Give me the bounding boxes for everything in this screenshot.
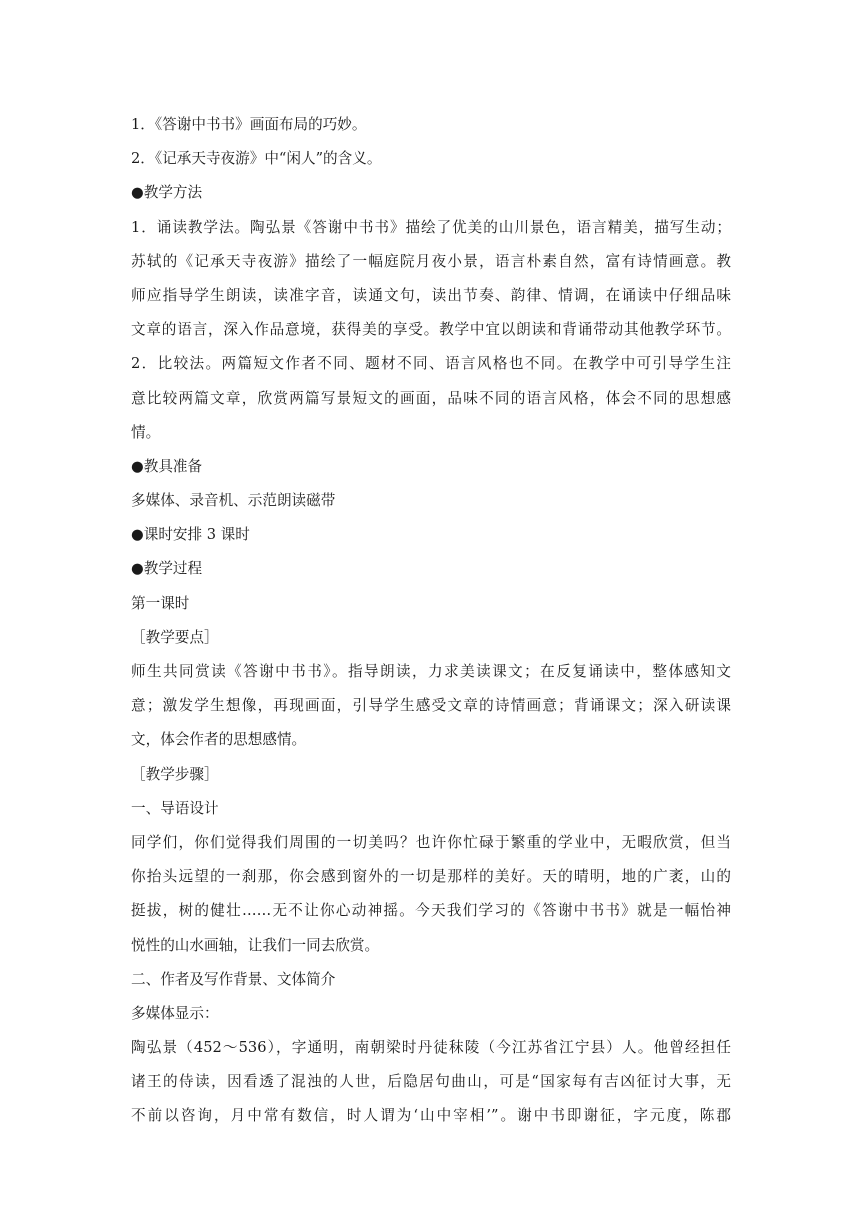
text-line: ［教学步骤］ <box>131 765 219 783</box>
text-line: ●教学方法 <box>131 184 203 202</box>
text-line: 苏轼的《记承天寺夜游》描绘了一幅庭院月夜小景，语言朴素自然，富有诗情画意。教 <box>131 252 731 270</box>
text-line: 1．诵读教学法。陶弘景《答谢中书书》描绘了优美的山川景色，语言精美，描写生动； <box>131 218 731 236</box>
text-line: 不前以咨询，月中常有数信，时人谓为‘山中宰相’”。谢中书即谢征，字元度，陈郡 <box>131 1107 731 1125</box>
text-line: 意比较两篇文章，欣赏两篇写景短文的画面，品味不同的语言风格，体会不同的思想感 <box>131 389 731 407</box>
text-line: ●教学过程 <box>131 560 203 578</box>
text-line: 文，体会作者的思想感情。 <box>131 731 307 749</box>
text-line: 同学们，你们觉得我们周围的一切美吗？也许你忙碌于繁重的学业中，无暇欣赏，但当 <box>131 833 731 851</box>
text-line: 师应指导学生朗读，读准字音，读通文句，读出节奏、韵律、情调，在诵读中仔细品味 <box>131 286 731 304</box>
text-line: ●课时安排 3 课时 <box>131 526 250 544</box>
text-line: 意；激发学生想像，再现画面，引导学生感受文章的诗情画意；背诵课文；深入研读课 <box>131 697 731 715</box>
text-line: 多媒体显示： <box>131 1004 219 1022</box>
text-line: 文章的语言，深入作品意境，获得美的享受。教学中宜以朗读和背诵带动其他教学环节。 <box>131 321 731 339</box>
text-line: 陶弘景（452～536），字通明，南朝梁时丹徒秣陵（今江苏省江宁县）人。他曾经担任 <box>131 1039 731 1057</box>
text-line: 2．《记承天寺夜游》中“闲人”的含义。 <box>131 150 382 168</box>
text-line: 二、作者及写作背景、文体简介 <box>131 970 336 988</box>
text-line: 1．《答谢中书书》画面布局的巧妙。 <box>131 116 367 133</box>
text-line: 一、导语设计 <box>131 799 219 817</box>
document-page <box>131 108 731 1134</box>
text-line: 你抬头远望的一刹那，你会感到窗外的一切是那样的美好。天的晴明，地的广袤，山的 <box>131 868 731 886</box>
text-line: 诸王的侍读，因看透了混浊的人世，后隐居句曲山，可是“国家每有吉凶征讨大事，无 <box>131 1073 731 1091</box>
text-line: 师生共同赏读《答谢中书书》。指导朗读，力求美读课文；在反复诵读中，整体感知文 <box>131 663 731 680</box>
text-line: 挺拔，树的健壮……无不让你心动神摇。今天我们学习的《答谢中书书》就是一幅怡神 <box>131 902 731 920</box>
text-line: 2．比较法。两篇短文作者不同、题材不同、语言风格也不同。在教学中可引导学生注 <box>131 355 731 373</box>
text-line: ●教具准备 <box>131 457 203 475</box>
text-line: ［教学要点］ <box>131 628 219 646</box>
text-line: 悦性的山水画轴，让我们一同去欣赏。 <box>131 936 380 954</box>
text-line: 多媒体、录音机、示范朗读磁带 <box>131 492 336 510</box>
text-line: 情。 <box>131 423 161 441</box>
text-line: 第一课时 <box>131 594 190 612</box>
